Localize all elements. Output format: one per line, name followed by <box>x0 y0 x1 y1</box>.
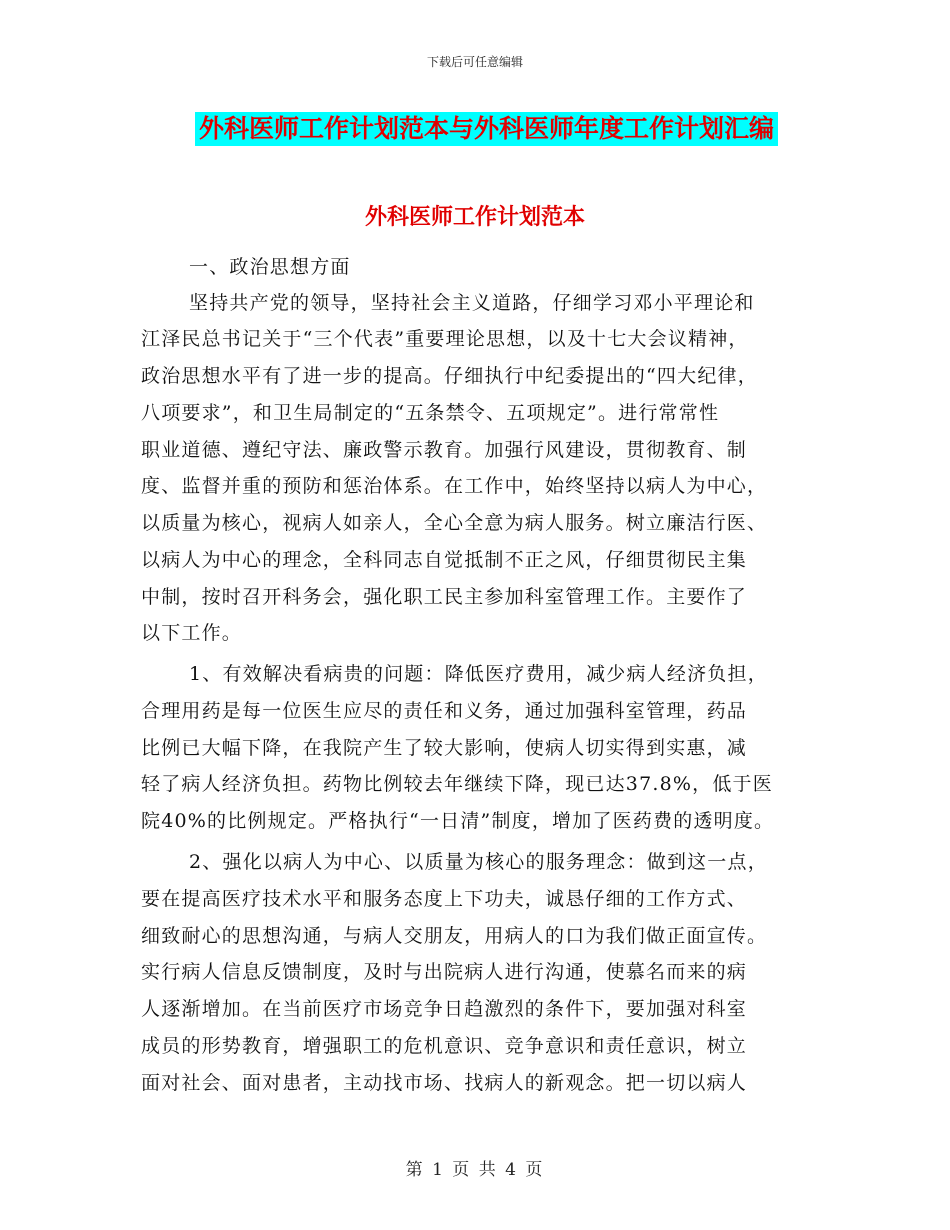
paragraph-line: 2、强化以病人为中心、以质量为核心的服务理念：做到这一点， <box>189 851 768 873</box>
paragraph-line: 细致耐心的思想沟通，与病人交朋友，用病人的口为我们做正面宣传。 <box>141 925 768 947</box>
paragraph-line: 院40%的比例规定。严格执行“一日清”制度，增加了医药费的透明度。 <box>141 810 775 832</box>
paragraph-line: 面对社会、面对患者，主动找市场、找病人的新观念。把一切以病人 <box>141 1072 748 1094</box>
paragraph-line: 实行病人信息反馈制度，及时与出院病人进行沟通，使慕名而来的病 <box>141 961 748 983</box>
paragraph-line: 人逐渐增加。在当前医疗市场竞争日趋激烈的条件下，要加强对科室 <box>141 998 748 1020</box>
document-sub-title: 外科医师工作计划范本 <box>364 204 585 230</box>
paragraph-line: 轻了病人经济负担。药物比例较去年继续下降，现已达37.8%，低于医 <box>141 773 773 795</box>
paragraph-line: 江泽民总书记关于“三个代表”重要理论思想，以及十七大会议精神， <box>141 328 749 350</box>
header-note: 下载后可任意编辑 <box>426 55 523 69</box>
paragraph-line: 中制，按时召开科务会，强化职工民主参加科室管理工作。主要作了 <box>141 586 748 608</box>
paragraph-line: 合理用药是每一位医生应尽的责任和义务，通过加强科室管理，药品 <box>141 700 748 722</box>
section-heading-politics: 一、政治思想方面 <box>189 256 351 278</box>
paragraph-line: 比例已大幅下降，在我院产生了较大影响，使病人切实得到实惠，减 <box>141 737 748 759</box>
document-main-title: 外科医师工作计划范本与外科医师年度工作计划汇编 <box>195 112 778 146</box>
paragraph-line: 以质量为核心，视病人如亲人，全心全意为病人服务。树立廉洁行医、 <box>141 512 768 534</box>
paragraph-line: 以病人为中心的理念，全科同志自觉抵制不正之风，仔细贯彻民主集 <box>141 549 748 571</box>
paragraph-line: 职业道德、遵纪守法、廉政警示教育。加强行风建设，贯彻教育、制 <box>141 439 748 461</box>
paragraph-line: 政治思想水平有了进一步的提高。仔细执行中纪委提出的“四大纪律， <box>141 365 758 387</box>
paragraph-line: 成员的形势教育，增强职工的危机意识、竞争意识和责任意识，树立 <box>141 1035 748 1057</box>
page-number-footer: 第 1 页 共 4 页 <box>405 1160 545 1180</box>
paragraph-line: 1、有效解决看病贵的问题：降低医疗费用，减少病人经济负担， <box>189 663 768 685</box>
paragraph-line: 八项要求”，和卫生局制定的“五条禁令、五项规定”。进行常常性 <box>141 402 720 424</box>
paragraph-line: 要在提高医疗技术水平和服务态度上下功夫，诚恳仔细的工作方式、 <box>141 888 748 910</box>
paragraph-line: 度、监督并重的预防和惩治体系。在工作中，始终坚持以病人为中心， <box>141 475 768 497</box>
paragraph-line: 以下工作。 <box>141 622 243 644</box>
paragraph-line: 坚持共产党的领导，坚持社会主义道路，仔细学习邓小平理论和 <box>189 292 755 314</box>
